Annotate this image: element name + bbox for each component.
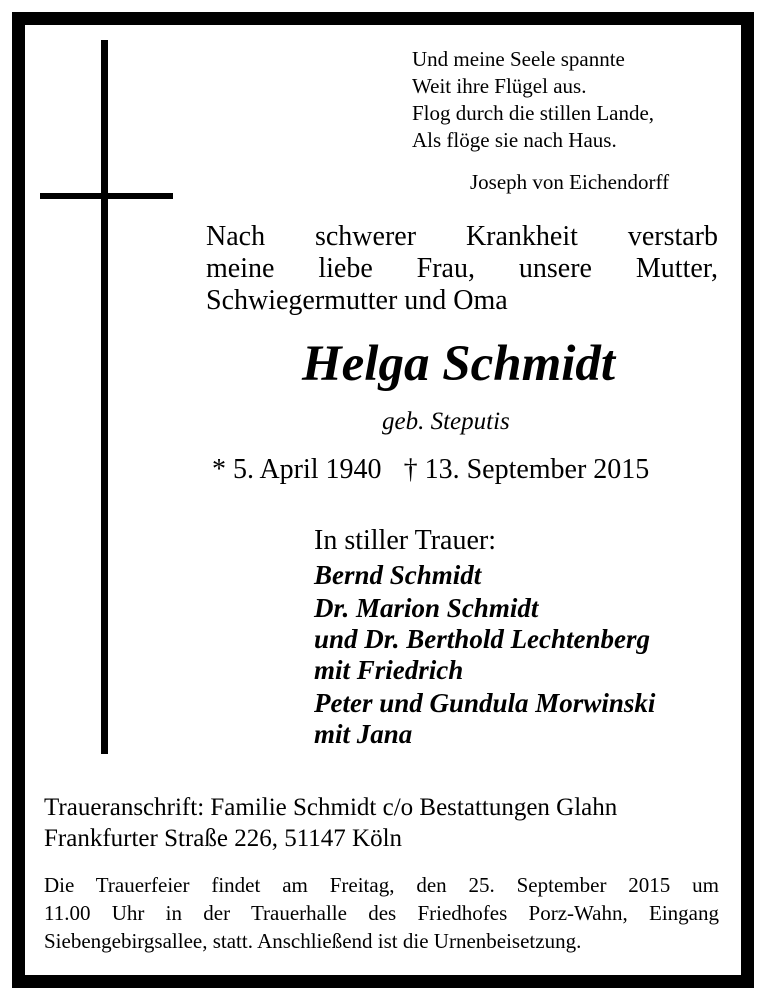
cross-icon-vertical-bar	[101, 40, 108, 754]
mourner-name: Bernd Schmidt	[314, 560, 482, 590]
mourner-name: und Dr. Berthold Lechtenberg	[314, 624, 651, 654]
mourners-heading: In stiller Trauer:	[314, 525, 496, 556]
mourner-group	[314, 593, 734, 686]
poem-line: Flog durch die stillen Lande,	[412, 101, 655, 125]
address-line: Frankfurter Straße 226, 51147 Köln	[44, 825, 403, 852]
ceremony-notice	[44, 871, 719, 955]
poem-line: Weit ihre Flügel aus.	[412, 74, 587, 98]
poem	[412, 46, 712, 154]
mourner-name: Dr. Marion Schmidt	[314, 593, 539, 623]
announcement-line: meine liebe Frau, unsere Mutter,	[206, 253, 718, 284]
ceremony-line: Die Trauerfeier findet am Freitag, den 25. September 2015 um	[44, 873, 719, 897]
mourner-name: mit Friedrich	[314, 655, 464, 685]
ceremony-line: 11.00 Uhr in der Trauerhalle des Friedhofes Porz-Wahn, Eingang	[44, 901, 719, 925]
mourners-list	[314, 524, 734, 750]
life-dates	[212, 453, 649, 487]
death-date: † 13. September 2015	[403, 454, 650, 485]
mourner-name: mit Jana	[314, 719, 413, 749]
deceased-name: Helga Schmidt	[302, 336, 616, 392]
cross-icon-horizontal-bar	[40, 193, 173, 199]
poem-line: Und meine Seele spannte	[412, 47, 625, 71]
mourning-address	[44, 792, 617, 854]
maiden-name: geb. Steputis	[382, 408, 510, 435]
announcement-line: Schwiegermutter und Oma	[206, 285, 508, 316]
mourner-name: Peter und Gundula Morwinski	[314, 688, 656, 718]
address-line: Traueranschrift: Familie Schmidt c/o Bestattungen Glahn	[44, 794, 618, 821]
death-announcement	[206, 221, 718, 317]
birth-date: * 5. April 1940	[212, 454, 382, 485]
ceremony-line: Siebengebirgsallee, statt. Anschließend ist die Urnenbeisetzung.	[44, 929, 582, 953]
announcement-line: Nach schwerer Krankheit verstarb	[206, 221, 718, 252]
poem-line: Als flöge sie nach Haus.	[412, 128, 617, 152]
mourner-group	[314, 560, 734, 591]
mourner-group	[314, 688, 734, 750]
poem-author: Joseph von Eichendorff	[470, 170, 670, 194]
